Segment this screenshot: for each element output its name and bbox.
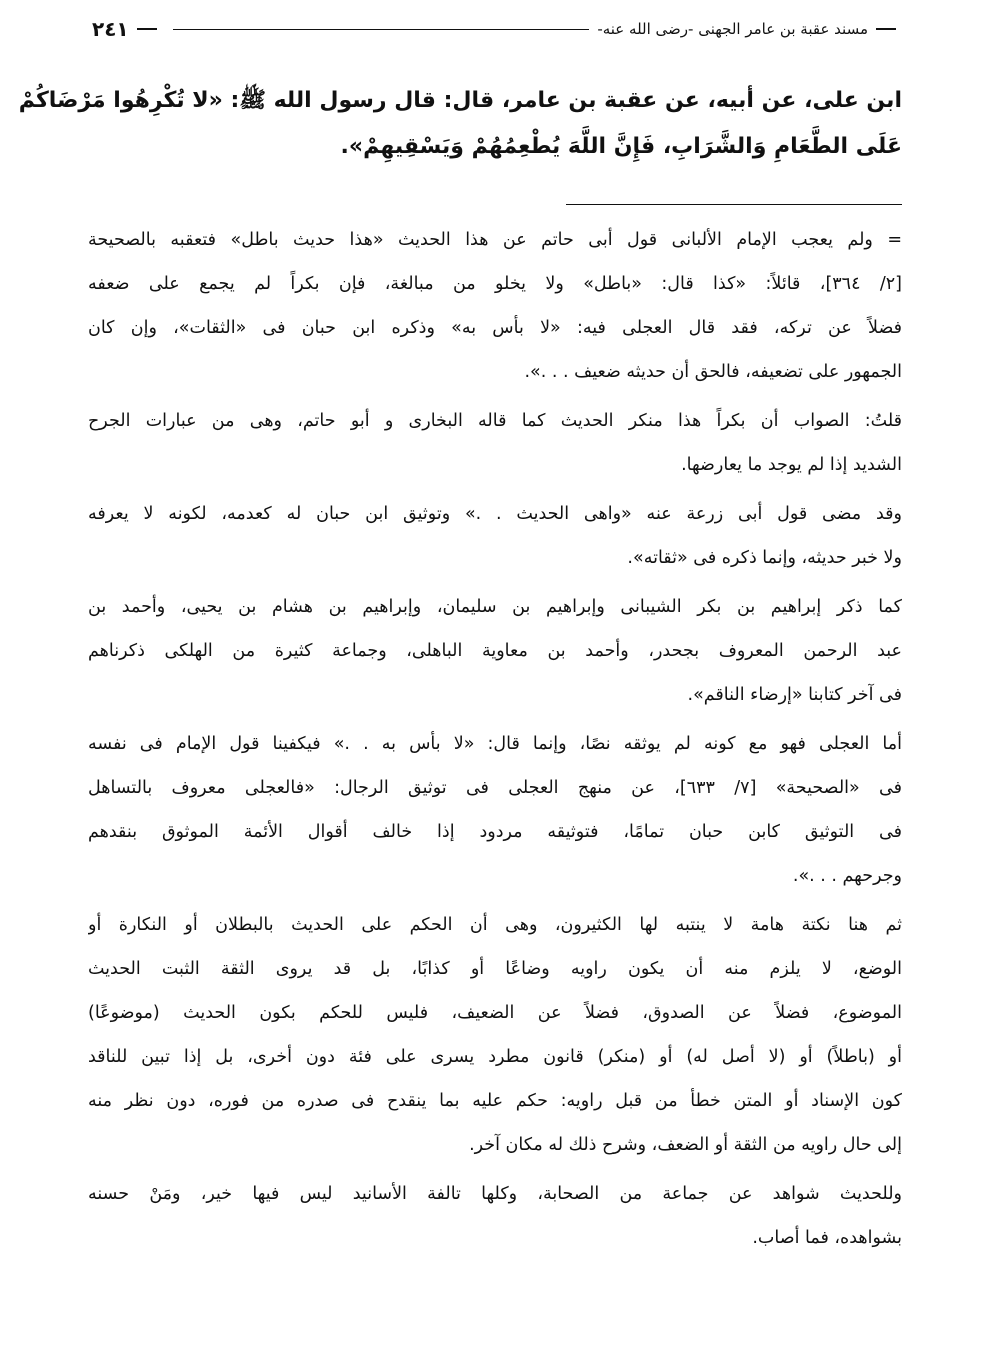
footnote-paragraph xyxy=(88,722,902,898)
footnote-line: وقد مضى قول أبى زرعة عنه «واهى الحديث . .» وتوثيق ابن حبان له كعدمه، لكونه لا يعرفه xyxy=(88,504,902,524)
footnote-line: الشديد إذا لم يوجد ما يعارضها. xyxy=(681,455,902,475)
footnote-line: فى آخر كتابنا «إرضاء الناقم». xyxy=(687,685,902,705)
page-number: ٢٤١ xyxy=(92,17,129,41)
footnote-line: وجرحهم . . .». xyxy=(792,866,902,886)
footnote-paragraph xyxy=(88,218,902,394)
footnote-separator xyxy=(566,204,902,205)
footnote-line: [٢/ ٣٦٤]، قائلاً: «كذا قال: «باطل» ولا يخلو من مبالغة، فإن بكراً لم يجمع على ضعفه xyxy=(88,274,902,294)
footnote-line: فى التوثيق كابن حبان تمامًا، فتوثيقه مردود إذا خالف أقوال الأئمة الموثوق بنقدهم xyxy=(88,822,902,842)
footnote-line: = ولم يعجب الإمام الألبانى قول أبى حاتم عن هذا الحديث «هذا حديث باطل» فتعقبه بالصحيحة xyxy=(88,230,902,250)
hadith-line: ابن على، عن أبيه، عن عقبة بن عامر، قال: قال رسول الله ﷺ: «لا تُكْرِهُوا مَرْضَاكُمْ xyxy=(18,88,902,113)
footnote-paragraph xyxy=(88,903,902,1167)
hadith-text xyxy=(18,78,902,170)
footnote-paragraph xyxy=(88,1172,902,1260)
header-rule xyxy=(173,29,590,30)
footnote-line: الجمهور على تضعيفه، فالحق أن حديثه ضعيف . . .». xyxy=(524,362,902,382)
footnote-line: كما ذكر إبراهيم بن بكر الشيبانى وإبراهيم بن سليمان، وإبراهيم بن هشام بن يحيى، وأحمد بن xyxy=(88,597,902,617)
header-dash xyxy=(137,28,157,30)
footnote-line: الموضوع، فضلاً عن الصدوق، فضلاً عن الضعيف، فليس للحكم بكون الحديث (موضوعًا) xyxy=(88,1003,902,1023)
footnotes xyxy=(88,218,902,1265)
hadith-line: عَلَى الطَّعَامِ وَالشَّرَابِ، فَإِنَّ اللَّهَ يُطْعِمُهُمْ وَيَسْقِيهِمْ». xyxy=(340,134,902,159)
header-dash xyxy=(876,28,896,30)
footnote-line: عبد الرحمن المعروف بجحدر، وأحمد بن معاوية الباهلى، وجماعة كثيرة من الهلكى ذكرناهم xyxy=(88,641,902,661)
footnote-line: فضلاً عن تركه، فقد قال العجلى فيه: «لا بأس به» وذكره ابن حبان فى «الثقات»، وإن كان xyxy=(88,318,902,338)
running-title: مسند عقبة بن عامر الجهنى -رضى الله عنه- xyxy=(597,20,868,38)
footnote-line: كون الإسناد أو المتن خطأ من قبل راويه: حكم عليه بما ينقدح فى صدره من فوره، دون نظر منه xyxy=(88,1091,902,1111)
footnote-line: ولا خبر حديثه، وإنما ذكره فى «ثقاته». xyxy=(627,548,902,568)
footnote-line: أو (باطلاً) أو (لا أصل له) أو (منكر) قانون مطرد يسرى على فئة دون أخرى، بل إذا تبين للناقد xyxy=(88,1047,902,1067)
footnote-line: قلتُ: الصواب أن بكراً هذا منكر الحديث كما قاله البخارى و أبو حاتم، وهى من عبارات الجرح xyxy=(88,411,902,431)
running-header xyxy=(92,14,904,44)
footnote-line: وللحديث شواهد عن جماعة من الصحابة، وكلها تالفة الأسانيد ليس فيها خير، ومَنْ حسنه xyxy=(88,1184,902,1204)
footnote-line: أما العجلى فهو مع كونه لم يوثقه نصًا، وإنما قال: «لا بأس به . .» فيكفينا قول الإمام فى نفسه xyxy=(88,734,902,754)
footnote-paragraph xyxy=(88,585,902,717)
footnote-line: فى «الصحيحة» [٧/ ٦٣٣]، عن منهج العجلى فى توثيق الرجال: «فالعجلى معروف بالتساهل xyxy=(88,778,902,798)
footnote-line: بشواهده، فما أصاب. xyxy=(752,1228,902,1248)
footnote-paragraph xyxy=(88,492,902,580)
footnote-line: إلى حال راويه من الثقة أو الضعف، وشرح ذلك له مكان آخر. xyxy=(469,1135,902,1155)
footnote-paragraph xyxy=(88,399,902,487)
footnote-line: ثم هنا نكتة هامة لا ينتبه لها الكثيرون، وهى أن الحكم على الحديث بالبطلان أو النكارة أو xyxy=(88,915,902,935)
footnote-line: الوضع، لا يلزم منه أن يكون راويه وضاعًا أو كذابًا، بل قد يروى الثقة الثبت الحديث xyxy=(88,959,902,979)
